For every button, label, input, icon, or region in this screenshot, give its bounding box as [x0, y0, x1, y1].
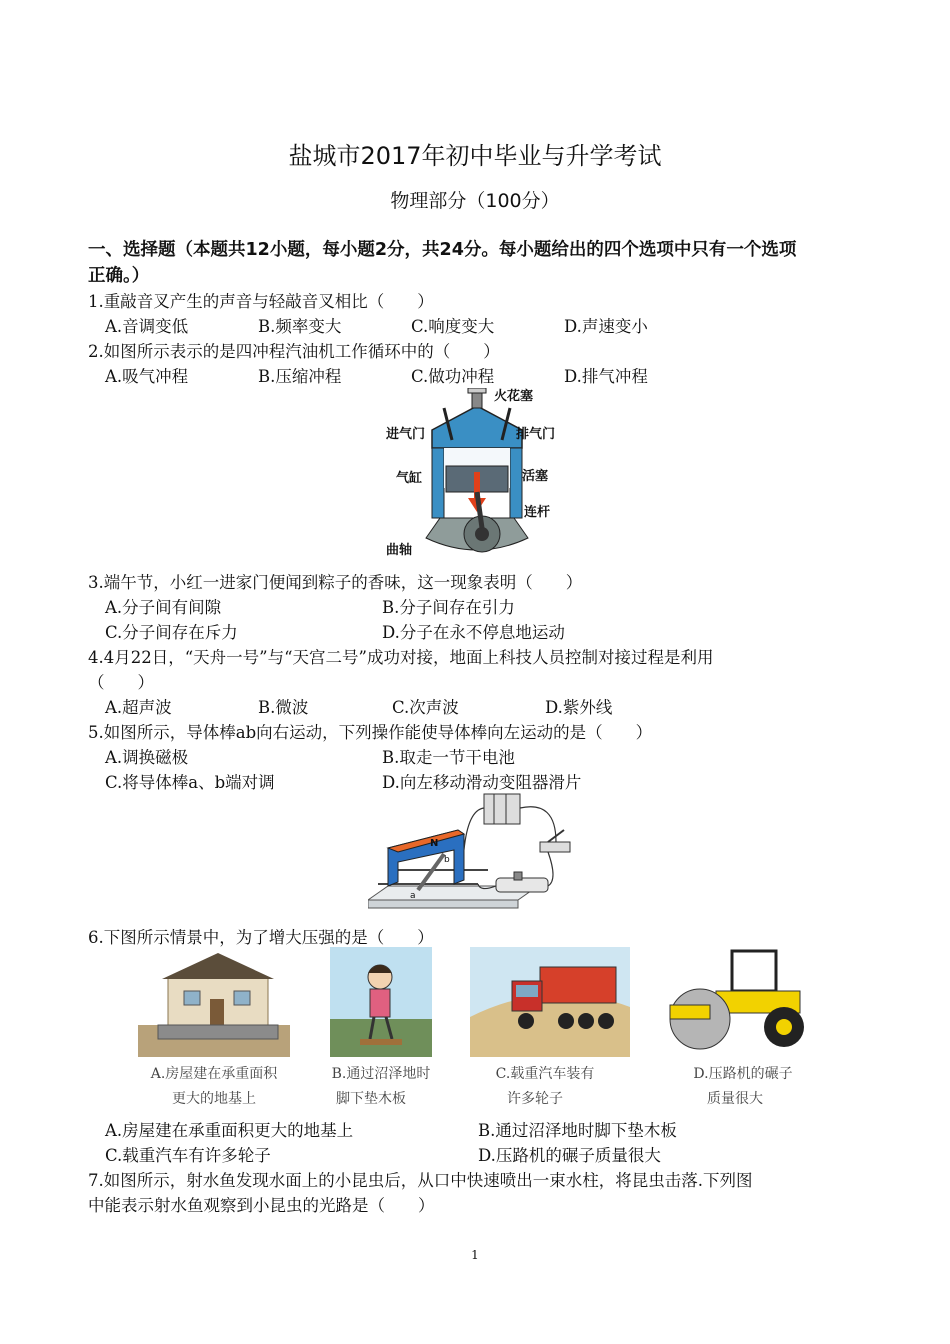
q6-option-d: D.压路机的碾子质量很大: [478, 1146, 661, 1165]
q5-option-c: C.将导体棒a、b端对调: [105, 773, 275, 792]
q4-option-b: B.微波: [258, 698, 309, 717]
q6-option-b: B.通过沼泽地时脚下垫木板: [478, 1121, 677, 1140]
q1-option-a: A.音调变低: [105, 317, 189, 336]
label-crankshaft: 曲轴: [386, 543, 413, 558]
page-subtitle: 物理部分（100分）: [390, 190, 560, 212]
caption-a-line2: 更大的地基上: [172, 1091, 256, 1107]
q3-option-d: D.分子在永不停息地运动: [382, 623, 565, 642]
switch-icon: [540, 842, 570, 852]
q4-option-d: D.紫外线: [545, 698, 613, 717]
q1-stem: 1.重敲音叉产生的声音与轻敲音叉相比（ ）: [88, 292, 434, 311]
q2-option-c: C.做功冲程: [411, 367, 495, 386]
engine-diagram: [382, 388, 568, 558]
caption-d-line1: D.压路机的碾子: [693, 1066, 793, 1082]
caption-c-line2: 许多轮子: [507, 1091, 563, 1107]
q4-stem-line1: 4.4月22日，“天舟一号”与“天宫二号”成功对接，地面上科技人员控制对接过程是利用: [88, 648, 714, 667]
q5-option-a: A.调换磁极: [105, 748, 189, 767]
q5-option-d: D.向左移动滑动变阻器滑片: [382, 773, 582, 792]
label-spark-plug: 火花塞: [494, 389, 534, 404]
rod-a-label: a: [410, 891, 416, 901]
q6-option-a: A.房屋建在承重面积更大的地基上: [105, 1121, 354, 1140]
motor-circuit-diagram: [368, 790, 580, 914]
q2-stem: 2.如图所示表示的是四冲程汽油机工作循环中的（ ）: [88, 342, 500, 361]
label-cylinder: 气缸: [396, 471, 423, 486]
q2-option-b: B.压缩冲程: [258, 367, 342, 386]
caption-c-line1: C.载重汽车装有: [495, 1066, 595, 1082]
q4-stem-line2: （ ）: [88, 673, 154, 692]
q6-option-c: C.载重汽车有许多轮子: [105, 1146, 271, 1165]
label-piston: 活塞: [522, 469, 549, 484]
q1-option-c: C.响度变大: [411, 317, 495, 336]
q2-option-d: D.排气冲程: [564, 367, 648, 386]
q3-option-c: C.分子间存在斥力: [105, 623, 238, 642]
q7-stem-line2: 中能表示射水鱼观察到小昆虫的光路是（ ）: [88, 1196, 435, 1215]
page-title: 盐城市2017年初中毕业与升学考试: [288, 142, 662, 170]
magnet-n-label: N: [430, 838, 439, 849]
battery-icon: [484, 794, 520, 824]
q3-option-a: A.分子间有间隙: [105, 598, 222, 617]
q5-option-b: B.取走一节干电池: [382, 748, 515, 767]
caption-a-line1: A.房屋建在承重面积: [150, 1066, 278, 1082]
q2-option-a: A.吸气冲程: [105, 367, 189, 386]
q4-option-c: C.次声波: [392, 698, 459, 717]
section-heading-line2: 正确。）: [88, 266, 150, 286]
caption-b-line1: B.通过沼泽地时: [331, 1066, 431, 1082]
label-exhaust-valve: 排气门: [516, 427, 556, 442]
caption-b-line2: 脚下垫木板: [336, 1091, 406, 1107]
swamp-walking-image: [330, 947, 432, 1057]
heavy-truck-image: [470, 947, 630, 1057]
label-intake-valve: 进气门: [386, 427, 426, 442]
label-connecting-rod: 连杆: [524, 505, 551, 520]
q3-stem: 3.端午节，小红一进家门便闻到粽子的香味，这一现象表明（ ）: [88, 573, 583, 592]
house-foundation-image: [138, 947, 290, 1057]
q5-stem: 5.如图所示，导体棒ab向右运动，下列操作能使导体棒向左运动的是（ ）: [88, 723, 653, 742]
q3-option-b: B.分子间存在引力: [382, 598, 515, 617]
q7-stem-line1: 7.如图所示，射水鱼发现水面上的小昆虫后，从口中快速喷出一束水柱，将昆虫击落.下列图: [88, 1171, 753, 1190]
q6-stem: 6.下图所示情景中，为了增大压强的是（ ）: [88, 928, 434, 947]
q1-option-b: B.频率变大: [258, 317, 342, 336]
q1-option-d: D.声速变小: [564, 317, 648, 336]
q4-option-a: A.超声波: [105, 698, 172, 717]
caption-d-line2: 质量很大: [707, 1091, 763, 1107]
page-number: 1: [471, 1248, 479, 1262]
section-heading-line1: 一、选择题（本题共12小题，每小题2分，共24分。每小题给出的四个选项中只有一个选项: [88, 240, 797, 260]
road-roller-image: [656, 947, 812, 1057]
rod-b-label: b: [444, 855, 450, 865]
